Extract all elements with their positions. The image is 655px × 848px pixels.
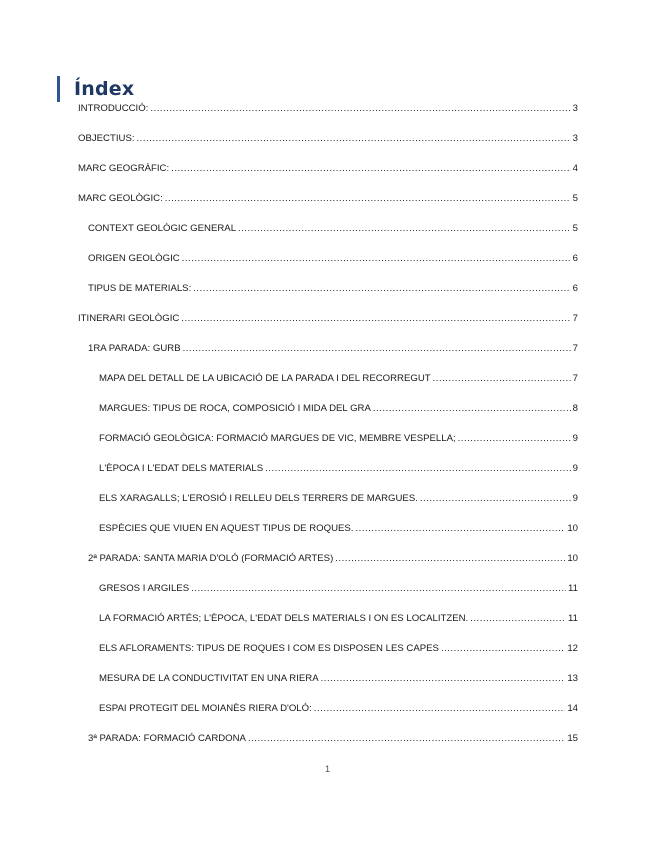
toc-entry-page-number: 7 [572,343,578,354]
toc-entry-label: TIPUS DE MATERIALS: [88,283,192,294]
toc-dot-leader [150,103,570,115]
page-title: Índex [74,78,135,100]
toc-entry-page-number: 10 [567,553,578,564]
toc-dot-leader [137,133,571,145]
toc-dot-leader [470,613,566,625]
toc-entry-page-number: 11 [568,583,578,594]
toc-dot-leader [265,463,571,475]
toc-entry-page-number: 15 [567,733,578,744]
toc-entry-page-number: 14 [567,703,578,714]
toc-entry[interactable] [78,431,578,445]
toc-entry[interactable] [78,491,578,505]
toc-entry-label: GRESOS I ARGILES [99,583,190,594]
toc-entry[interactable] [78,521,578,535]
index-heading [57,74,134,104]
toc-entry[interactable] [78,281,578,295]
toc-entry-page-number: 11 [568,613,578,624]
toc-entry-page-number: 6 [572,253,578,264]
toc-entry-label: MAPA DEL DETALL DE LA UBICACIÓ DE LA PARADA I DEL RECORREGUT [99,373,431,384]
toc-dot-leader [248,733,565,745]
toc-entry-label: 1RA PARADA: GURB [88,343,181,354]
toc-dot-leader [373,403,571,415]
toc-entry-label: L'ÈPOCA I L'EDAT DELS MATERIALS [99,463,264,474]
toc-entry[interactable] [78,611,578,625]
toc-dot-leader [420,493,571,505]
toc-entry-page-number: 5 [572,193,578,204]
toc-entry-label: ITINERARI GEOLÒGIC [78,313,180,324]
page-number: 1 [324,764,331,775]
toc-dot-leader [191,583,566,595]
toc-dot-leader [355,523,565,535]
toc-entry-page-number: 8 [572,403,578,414]
toc-entry-label: 2ª PARADA: SANTA MARIA D'OLÓ (FORMACIÓ ARTES) [88,553,334,564]
toc-dot-leader [182,253,571,265]
toc-dot-leader [314,703,566,715]
toc-entry-label: ORIGEN GEOLÒGIC [88,253,180,264]
toc-dot-leader [458,433,571,445]
toc-entry[interactable] [78,341,578,355]
toc-entry-page-number: 9 [572,493,578,504]
toc-entry-label: MARC GEOLÒGIC: [78,193,163,204]
toc-entry-page-number: 10 [567,523,578,534]
heading-accent-bar [57,76,60,102]
toc-entry-label: MARC GEOGRÀFIC: [78,163,170,174]
toc-entry[interactable] [78,251,578,265]
toc-dot-leader [441,643,565,655]
toc-entry-page-number: 3 [572,133,578,144]
toc-entry-page-number: 3 [572,103,578,114]
toc-entry[interactable] [78,701,578,715]
toc-entry[interactable] [78,581,578,595]
toc-entry-page-number: 4 [572,163,578,174]
toc-dot-leader [183,343,571,355]
toc-entry-label: MESURA DE LA CONDUCTIVITAT EN UNA RIERA [99,673,319,684]
toc-entry[interactable] [78,311,578,325]
toc-entry[interactable] [78,371,578,385]
toc-entry-page-number: 7 [572,313,578,324]
toc-dot-leader [165,193,571,205]
toc-dot-leader [238,223,571,235]
toc-dot-leader [335,553,565,565]
toc-entry[interactable] [78,161,578,175]
toc-entry[interactable] [78,731,578,745]
toc-entry[interactable] [78,551,578,565]
toc-entry-label: OBJECTIUS: [78,133,135,144]
toc-entry[interactable] [78,641,578,655]
toc-entry[interactable] [78,401,578,415]
toc-entry-page-number: 13 [567,673,578,684]
toc-entry[interactable] [78,671,578,685]
toc-dot-leader [181,313,570,325]
toc-entry-label: 3ª PARADA: FORMACIÓ CARDONA [88,733,246,744]
toc-entry[interactable] [78,101,578,115]
toc-entry-label: INTRODUCCIÓ: [78,103,149,114]
toc-dot-leader [171,163,571,175]
toc-entry-label: MARGUES: TIPUS DE ROCA, COMPOSICIÓ I MIDA DEL GRA [99,403,371,414]
toc-entry[interactable] [78,131,578,145]
toc-dot-leader [433,373,571,385]
toc-entry-label: ESPÈCIES QUE VIUEN EN AQUEST TIPUS DE ROQUES. [99,523,354,534]
toc-dot-leader [193,283,570,295]
toc-entry[interactable] [78,221,578,235]
toc-entry-label: CONTEXT GEOLÒGIC GENERAL [88,223,237,234]
toc-entry-label: ELS AFLORAMENTS: TIPUS DE ROQUES I COM ES DISPOSEN LES CAPES [99,643,439,654]
toc-entry-page-number: 12 [567,643,578,654]
toc-entry-label: FORMACIÓ GEOLÒGICA: FORMACIÓ MARGUES DE VIC, MEMBRE VESPELLA; [99,433,456,444]
toc-entry-page-number: 7 [572,373,578,384]
toc-entry-label: ESPAI PROTEGIT DEL MOIANÈS RIERA D'OLÓ: [99,703,312,714]
toc-entry[interactable] [78,461,578,475]
toc-entry-page-number: 9 [572,433,578,444]
toc-entry-page-number: 5 [572,223,578,234]
toc-entry[interactable] [78,191,578,205]
toc-entry-page-number: 6 [572,283,578,294]
toc-dot-leader [321,673,566,685]
toc-entry-label: ELS XARAGALLS; L'EROSIÓ I RELLEU DELS TERRERS DE MARGUES. [99,493,418,504]
toc-entry-label: LA FORMACIÓ ARTÉS; L'ÈPOCA, L'EDAT DELS MATERIALS I ON ES LOCALITZEN. [99,613,469,624]
toc-entry-page-number: 9 [572,463,578,474]
